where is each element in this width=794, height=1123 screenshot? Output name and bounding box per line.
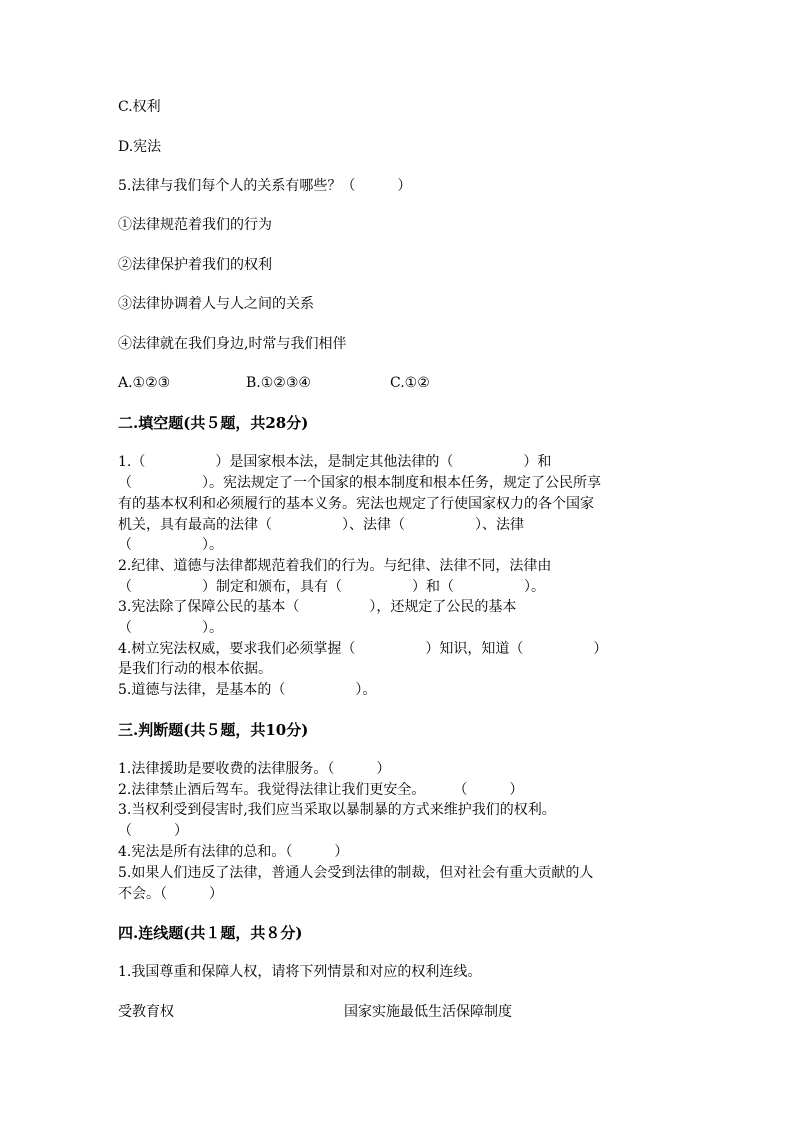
question-5-item-3: ③法律协调着人与人之间的关系 xyxy=(118,296,314,312)
fill-line-6: 2.纪律、道德与法律都规范着我们的行为。与纪律、法律不同，法律由 xyxy=(118,558,552,574)
fill-line-10: 4.树立宪法权威，要求我们必须掌握（ ）知识，知道（ ） xyxy=(118,641,608,657)
question-5-stem: 5.法律与我们每个人的关系有哪些？（ ） xyxy=(118,178,412,194)
matching-right-item: 国家实施最低生活保障制度 xyxy=(344,1004,512,1020)
section-2-heading: 二.填空题(共５题，共28分) xyxy=(118,414,309,432)
question-5-item-2: ②法律保护着我们的权利 xyxy=(118,257,272,273)
judge-line-7: 不会。（ ） xyxy=(118,886,223,902)
question-5-item-4: ④法律就在我们身边,时常与我们相伴 xyxy=(118,336,347,352)
fill-line-12: 5.道德与法律，是基本的（ ）。 xyxy=(118,682,377,698)
question-5-option-a: A.①②③ xyxy=(118,375,171,391)
option-c: C.权利 xyxy=(118,99,161,115)
fill-line-8: 3.宪法除了保障公民的基本（ ），还规定了公民的基本 xyxy=(118,599,517,615)
fill-line-2: （ ）。宪法规定了一个国家的根本制度和根本任务，规定了公民所享 xyxy=(118,475,601,491)
fill-line-3: 有的基本权利和必须履行的基本义务。宪法也规定了行使国家权力的各个国家 xyxy=(118,496,594,512)
fill-line-9: （ ）。 xyxy=(118,620,223,636)
fill-line-5: （ ）。 xyxy=(118,537,223,553)
section-4-heading: 四.连线题(共１题，共８分) xyxy=(118,924,303,942)
judge-line-3: 3.当权利受到侵害时,我们应当采取以暴制暴的方式来维护我们的权利。 xyxy=(118,802,556,818)
question-5-item-1: ①法律规范着我们的行为 xyxy=(118,217,272,233)
judge-line-5: 4.宪法是所有法律的总和。（ ） xyxy=(118,844,349,860)
judge-line-4: （ ） xyxy=(118,823,188,839)
section-3-heading: 三.判断题(共５题，共10分) xyxy=(118,721,309,739)
option-d: D.宪法 xyxy=(118,139,162,155)
matching-left-item: 受教育权 xyxy=(118,1004,174,1020)
judge-line-2: 2.法律禁止酒后驾车。我觉得法律让我们更安全。 （ ） xyxy=(118,782,524,798)
judge-line-6: 5.如果人们违反了法律，普通人会受到法律的制裁，但对社会有重大贡献的人 xyxy=(118,865,594,881)
fill-line-11: 是我们行动的根本依据。 xyxy=(118,661,272,677)
question-5-option-b: B.①②③④ xyxy=(246,375,311,391)
fill-line-7: （ ）制定和颁布，具有（ ）和（ ）。 xyxy=(118,579,545,595)
fill-line-1: 1.（ ）是国家根本法，是制定其他法律的（ ）和 xyxy=(118,454,552,470)
question-5-option-c: C.①② xyxy=(390,375,430,391)
fill-line-4: 机关，具有最高的法律（ ）、法律（ ）、法律 xyxy=(118,517,524,533)
judge-line-1: 1.法律援助是要收费的法律服务。（ ） xyxy=(118,761,391,777)
matching-stem: 1.我国尊重和保障人权，请将下列情景和对应的权利连线。 xyxy=(118,964,482,980)
